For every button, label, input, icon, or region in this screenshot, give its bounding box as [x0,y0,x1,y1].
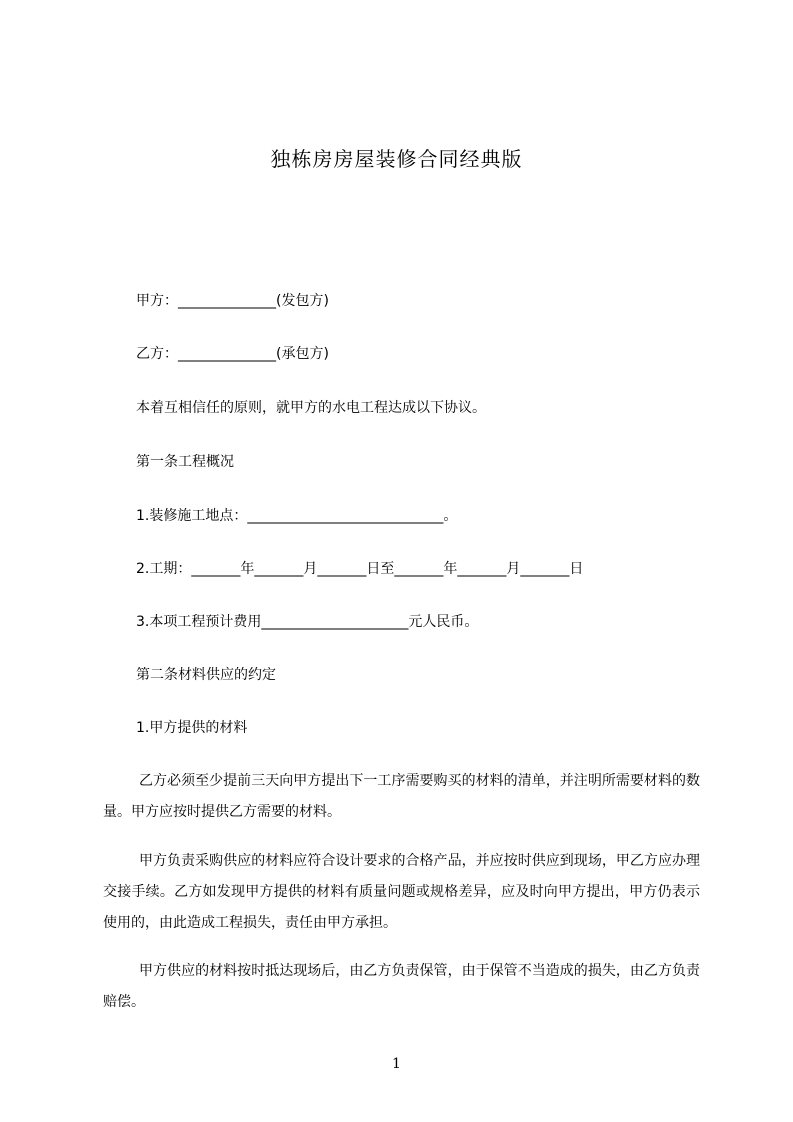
article-2-heading: 第二条材料供应的约定 [136,667,276,683]
article-2-paragraph-1: 乙方必须至少提前三天向甲方提出下一工序需要购买的材料的清单，并注明所需要材料的数量。甲方应按时提供乙方需要的材料。 [103,773,700,820]
page-number: 1 [392,1056,401,1072]
party-b-line: 乙方：______________(承包方) [136,346,329,362]
article-1-item-3: 3.本项工程预计费用_____________________元人民币。 [136,614,479,630]
article-2-item-1: 1.甲方提供的材料 [136,720,248,736]
article-1-item-2: 2.工期：_______年_______月_______日至_______年_______月_______日 [136,561,584,577]
party-a-line: 甲方：______________(发包方) [136,293,329,309]
article-1-heading: 第一条工程概况 [136,454,234,470]
article-1-item-1: 1.装修施工地点：____________________________。 [136,508,458,524]
intro-text: 本着互相信任的原则，就甲方的水电工程达成以下协议。 [136,400,486,416]
article-2-paragraph-3: 甲方供应的材料按时抵达现场后，由乙方负责保管，由于保管不当造成的损失，由乙方负责赔偿。 [103,963,700,1010]
document-title: 独栋房房屋装修合同经典版 [270,147,523,171]
article-2-paragraph-2: 甲方负责采购供应的材料应符合设计要求的合格产品，并应按时供应到现场，甲乙方应办理交接手续。乙方如发现甲方提供的材料有质量问题或规格差异，应及时向甲方提出，甲方仍表示使用的，由此造成工程损失，责任由甲方承担。 [103,853,700,931]
